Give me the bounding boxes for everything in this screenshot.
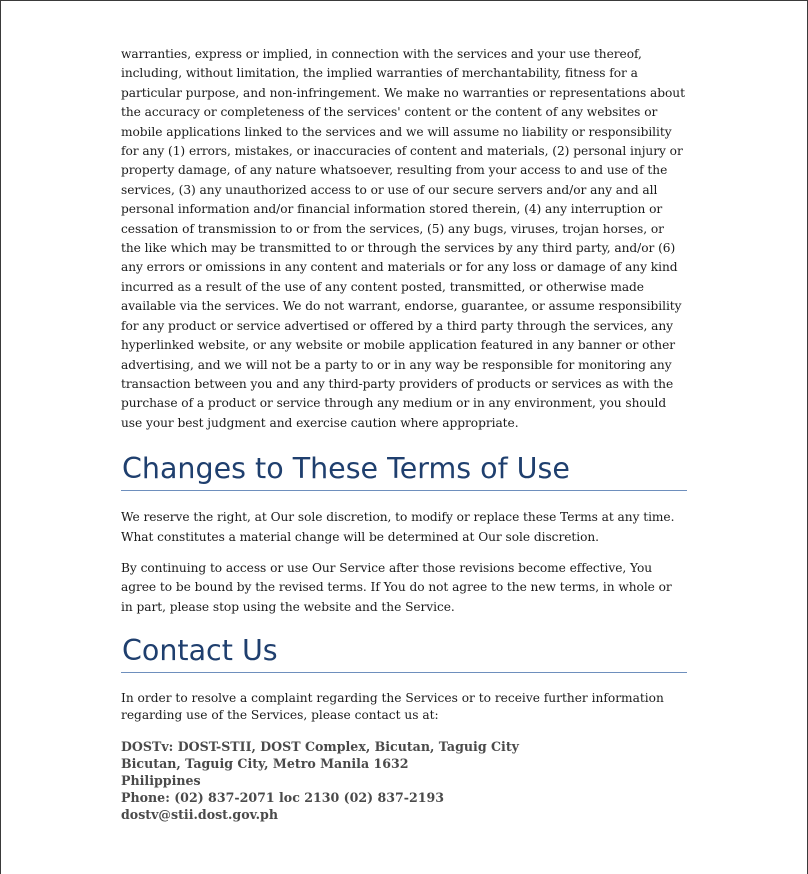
contact-us-heading: Contact Us [121, 634, 687, 673]
terms-document [121, 45, 687, 823]
contact-address-block [121, 738, 687, 823]
warranty-paragraph: warranties, express or implied, in connection with the services and your use thereof, including, without limitation, the implied warranties of merchantability, fitness for a particular purpose, and non-infringement. We make no warranties or representations about the accuracy or completeness of the services' content or the content of any websites or mobile applications linked to the services and we will assume no liability or responsibility for any (1) errors, mistakes, or inaccuracies of content and materials, (2) personal injury or property damage, of any nature whatsoever, resulting from your access to and use of the services, (3) any unauthorized access to or use of our secure servers and/or any and all personal information and/or financial information stored therein, (4) any interruption or cessation of transmission to or from the services, (5) any bugs, viruses, trojan horses, or the like which may be transmitted to or through the services by any third party, and/or (6) any errors or omissions in any content and materials or for any loss or damage of any kind incurred as a result of the use of any content posted, transmitted, or otherwise made available via the services. We do not warrant, endorse, guarantee, or assume responsibility for any product or service advertised or offered by a third party through the services, any hyperlinked website, or any website or mobile application featured in any banner or other advertising, and we will not be a party to or in any way be responsible for monitoring any transaction between you and any third-party providers of products or services as with the purchase of a product or service through any medium or in any environment, you should use your best judgment and exercise caution where appropriate. [121, 47, 685, 430]
changes-paragraph-1: We reserve the right, at Our sole discretion, to modify or replace these Terms at any time. What constitutes a material change will be determined at Our sole discretion. [121, 510, 675, 544]
changes-paragraph-2: By continuing to access or use Our Service after those revisions become effective, You agree to be bound by the revised terms. If You do not agree to the new terms, in whole or in part, please stop using the website and the Service. [121, 560, 672, 614]
address-email: dostv@stii.dost.gov.ph [121, 807, 278, 823]
address-country: Philippines [121, 773, 201, 789]
address-phone: Phone: (02) 837-2071 loc 2130 (02) 837-2193 [121, 790, 445, 806]
address-city: Bicutan, Taguig City, Metro Manila 1632 [121, 756, 409, 772]
changes-terms-heading: Changes to These Terms of Use [121, 452, 687, 491]
address-organization: DOSTv: DOST-STII, DOST Complex, Bicutan, Taguig City [121, 739, 519, 755]
contact-intro-paragraph: In order to resolve a complaint regarding the Services or to receive further information regarding use of the Services, please contact us at: [121, 691, 664, 723]
